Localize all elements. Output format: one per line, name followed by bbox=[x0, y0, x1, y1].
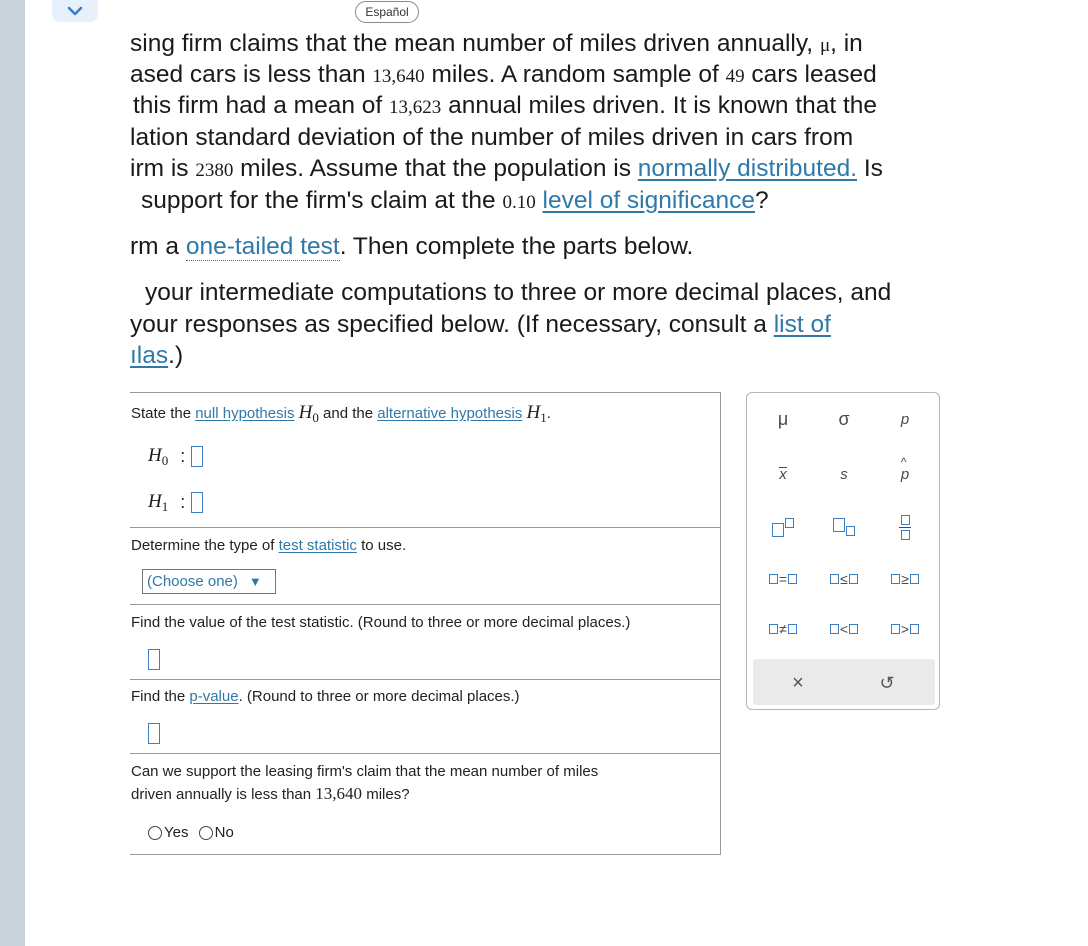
normally-distributed-link[interactable]: normally distributed. bbox=[637, 155, 858, 182]
test-statistic-select[interactable]: (Choose one) ▼ bbox=[142, 569, 276, 594]
yes-label: Yes bbox=[164, 824, 189, 841]
p-key[interactable]: p bbox=[900, 410, 910, 428]
sigma-key[interactable]: σ bbox=[838, 408, 850, 429]
language-toggle-button[interactable]: Español bbox=[355, 1, 419, 23]
problem-line-9: your responses as specified below. (If necessary, consult a list of bbox=[130, 311, 831, 338]
support-question-line-1: Can we support the leasing firm's claim that the mean number of miles bbox=[131, 763, 599, 780]
test-statistic-value-input[interactable] bbox=[148, 649, 160, 670]
greater-than-key[interactable]: > bbox=[875, 609, 935, 649]
problem-line-1: sing firm claims that the mean number of miles driven annually, μ, in bbox=[130, 30, 863, 57]
no-label: No bbox=[214, 824, 234, 841]
x-bar-key[interactable]: x bbox=[779, 465, 787, 483]
test-statistic-value-prompt: Find the value of the test statistic. (Round to three or more decimal places.) bbox=[131, 614, 631, 631]
problem-line-7: rm a one-tailed test. Then complete the parts below. bbox=[130, 233, 694, 260]
alternative-hypothesis-link[interactable]: alternative hypothesis bbox=[377, 405, 523, 422]
no-radio[interactable] bbox=[199, 826, 213, 840]
undo-icon[interactable]: ↺ bbox=[879, 672, 895, 693]
test-statistic-link[interactable]: test statistic bbox=[278, 537, 357, 554]
p-value-link[interactable]: p-value bbox=[189, 688, 239, 705]
formulas-link[interactable]: ılas bbox=[130, 342, 169, 369]
problem-line-4: lation standard deviation of the number of miles driven in cars from bbox=[130, 124, 854, 151]
not-equal-key[interactable]: ≠ bbox=[753, 609, 813, 649]
test-statistic-type-prompt: Determine the type of test statistic to use. bbox=[131, 537, 407, 554]
p-value-prompt: Find the p-value. (Round to three or more decimal places.) bbox=[131, 688, 520, 705]
hypotheses-section bbox=[130, 393, 720, 528]
h1-answer-input[interactable] bbox=[191, 492, 203, 513]
problem-line-8: your intermediate computations to three or more decimal places, and bbox=[145, 279, 892, 306]
math-symbol-palette bbox=[746, 392, 940, 710]
level-of-significance-link[interactable]: level of significance bbox=[542, 187, 755, 214]
question-panel bbox=[130, 392, 721, 855]
null-hypothesis-link[interactable]: null hypothesis bbox=[195, 405, 295, 422]
left-rail bbox=[0, 0, 25, 946]
less-equal-key[interactable]: ≤ bbox=[814, 559, 874, 599]
expand-button[interactable] bbox=[52, 0, 98, 22]
hypotheses-prompt: State the null hypothesis $H_0$ and the alternative hypothesis $H_1$. bbox=[131, 402, 551, 425]
dropdown-arrow-icon: ▼ bbox=[248, 574, 262, 589]
equals-key[interactable]: = bbox=[753, 559, 813, 599]
support-answer-options bbox=[148, 824, 234, 841]
clear-icon[interactable]: × bbox=[792, 671, 804, 694]
fraction-key[interactable] bbox=[875, 507, 935, 547]
problem-line-2: ased cars is less than 13,640 miles. A random sample of 49 cars leased bbox=[130, 61, 877, 88]
yes-radio[interactable] bbox=[148, 826, 162, 840]
chevron-down-icon bbox=[67, 6, 83, 16]
superscript-key[interactable] bbox=[753, 507, 813, 547]
h0-row: $H_0$ : bbox=[148, 445, 203, 467]
p-value-input[interactable] bbox=[148, 723, 160, 744]
subscript-key[interactable] bbox=[814, 507, 874, 547]
p-hat-key[interactable]: ^ p bbox=[900, 454, 910, 483]
problem-line-10: ılas.) bbox=[130, 342, 184, 369]
one-tailed-test-link[interactable]: one-tailed test bbox=[185, 233, 340, 260]
greater-equal-key[interactable]: ≥ bbox=[875, 559, 935, 599]
list-of-formulas-link[interactable]: list of bbox=[773, 311, 831, 338]
less-than-key[interactable]: < bbox=[814, 609, 874, 649]
problem-line-3: this firm had a mean of 13,623 annual miles driven. It is known that the bbox=[133, 92, 878, 119]
h1-row: $H_1$ : bbox=[148, 491, 203, 513]
mu-key[interactable]: μ bbox=[777, 408, 789, 429]
h0-answer-input[interactable] bbox=[191, 446, 203, 467]
problem-line-5: irm is 2380 miles. Assume that the population is normally distributed. Is bbox=[130, 155, 883, 182]
problem-line-6: support for the firm's claim at the 0.10 level of significance? bbox=[141, 187, 769, 214]
support-question-line-2: driven annually is less than 13,640 miles? bbox=[131, 784, 410, 803]
s-key[interactable]: s bbox=[840, 465, 848, 483]
